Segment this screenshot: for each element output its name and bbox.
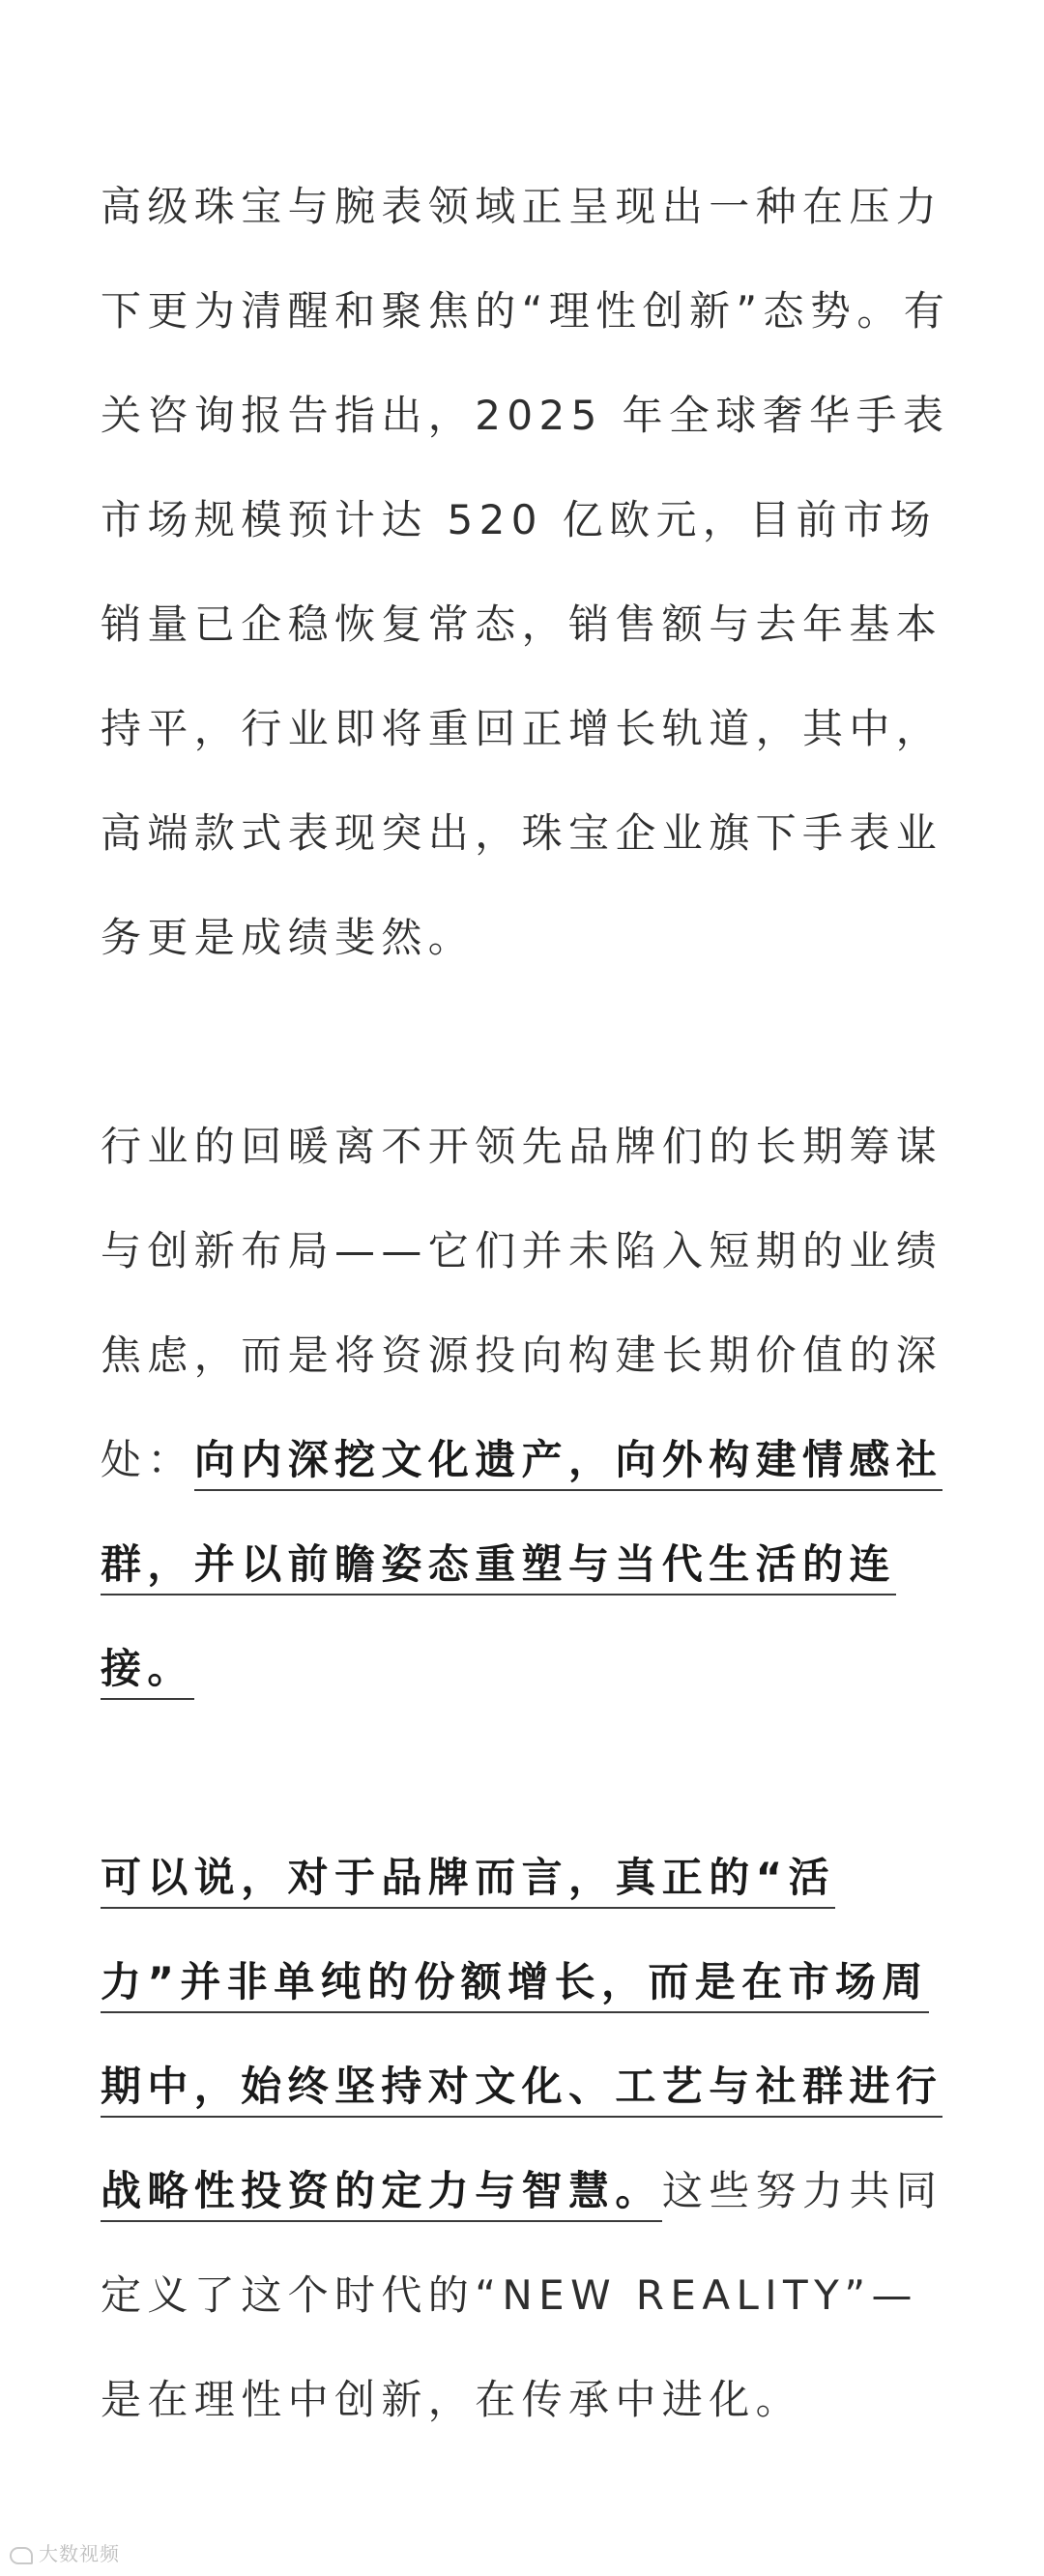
highlighted-key-statement: 向内深挖文化遗产，向外构建情感社群，并以前瞻姿态重塑与当代生活的连接。	[101, 1436, 942, 1700]
watermark-label: 大数视频	[39, 2542, 120, 2565]
source-watermark	[10, 2538, 120, 2566]
chat-bubble-icon	[10, 2547, 33, 2564]
highlighted-conclusion: 可以说，对于品牌而言，真正的“活力”并非单纯的份额增长，而是在市场周期中，始终坚持对文化、工艺与社群进行战略性投资的定力与智慧。	[101, 1854, 942, 2222]
paragraph-lead-text: 行业的回暖离不开领先品牌们的长期筹谋与创新布局——它们并未陷入短期的业绩焦虑，而是将资源投向构建长期价值的深处：	[101, 1123, 943, 1483]
paragraph-text: 高级珠宝与腕表领域正呈现出一种在压力下更为清醒和聚焦的“理性创新”态势。有关咨询报告指出，2025 年全球奢华手表市场规模预计达 520 亿欧元，目前市场销量已企稳恢复常态，销售额与去年基本持平，行业即将重回正增长轨道，其中，高端款式表现突出，珠宝企业旗下手表业务更是成绩斐然。	[101, 183, 951, 961]
paragraph-market-overview	[101, 155, 951, 990]
paragraph-tail-text: 这些努力共同定义了这个时代的“NEW REALITY”—是在理性中创新，在传承中进化。	[101, 2167, 943, 2423]
paragraph-industry-recovery	[101, 1095, 951, 1721]
paragraph-conclusion	[101, 1826, 951, 2452]
article-body	[101, 155, 951, 2452]
